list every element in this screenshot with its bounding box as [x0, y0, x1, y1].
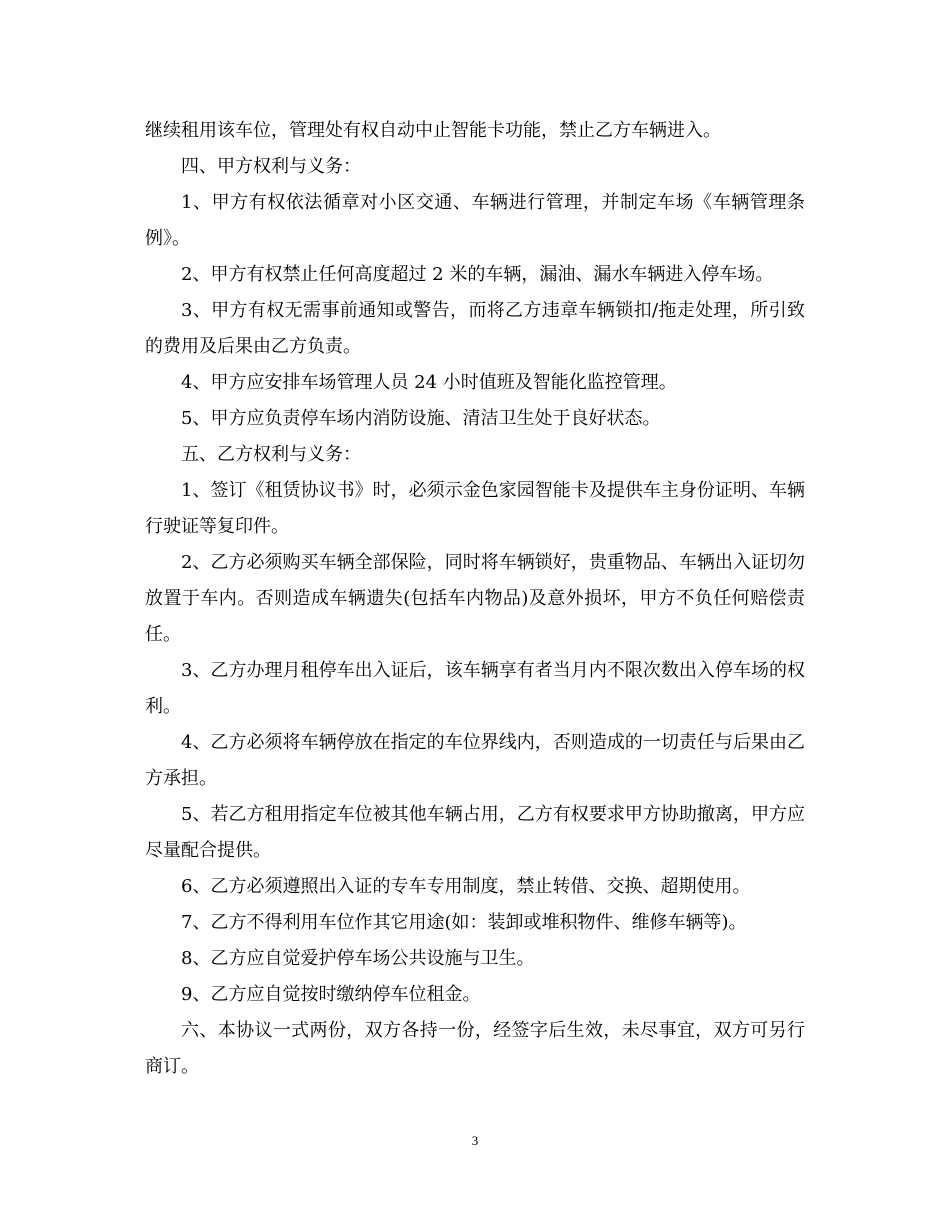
- paragraph-party-b-5: 5、若乙方租用指定车位被其他车辆占用，乙方有权要求甲方协助撤离，甲方应尽量配合提供。: [145, 804, 805, 861]
- section-heading-party-b: 五、乙方权利与义务：: [181, 444, 361, 465]
- paragraph-section-six: 六、本协议一式两份，双方各持一份，经签字后生效，未尽事宜，双方可另行商订。: [145, 1020, 805, 1077]
- paragraph-party-b-4: 4、乙方必须将车辆停放在指定的车位界线内，否则造成的一切责任与后果由乙方承担。: [145, 732, 805, 789]
- paragraph-party-b-7: 7、乙方不得利用车位作其它用途(如：装卸或堆积物件、维修车辆等)。: [181, 912, 747, 933]
- paragraph-party-a-1: 1、甲方有权依法循章对小区交通、车辆进行管理，并制定车场《车辆管理条例》。: [145, 192, 805, 249]
- paragraph-party-b-9: 9、乙方应自觉按时缴纳停车位租金。: [181, 984, 481, 1005]
- document-body: [145, 113, 805, 1085]
- page-number: 3: [471, 1133, 479, 1148]
- paragraph-party-a-4: 4、甲方应安排车场管理人员 24 小时值班及智能化监控管理。: [181, 372, 677, 393]
- paragraph-party-b-6: 6、乙方必须遵照出入证的专车专用制度，禁止转借、交换、超期使用。: [181, 876, 751, 897]
- section-heading-party-a: 四、甲方权利与义务：: [181, 156, 361, 177]
- paragraph-party-a-5: 5、甲方应负责停车场内消防设施、清洁卫生处于良好状态。: [181, 408, 661, 429]
- paragraph-party-b-3: 3、乙方办理月租停车出入证后，该车辆享有者当月内不限次数出入停车场的权利。: [145, 660, 805, 717]
- paragraph-party-b-2: 2、乙方必须购买车辆全部保险，同时将车辆锁好，贵重物品、车辆出入证切勿放置于车内。否则造成车辆遗失(包括车内物品)及意外损坏，甲方不负任何赔偿责任。: [145, 552, 805, 645]
- paragraph-party-b-8: 8、乙方应自觉爱护停车场公共设施与卫生。: [181, 948, 535, 969]
- paragraph-party-a-2: 2、甲方有权禁止任何高度超过 2 米的车辆，漏油、漏水车辆进入停车场。: [181, 264, 774, 285]
- paragraph-party-b-1: 1、签订《租赁协议书》时，必须示金色家园智能卡及提供车主身份证明、车辆行驶证等复印件。: [145, 480, 805, 537]
- paragraph-party-a-3: 3、甲方有权无需事前通知或警告，而将乙方违章车辆锁扣/拖走处理，所引致的费用及后果由乙方负责。: [145, 300, 805, 357]
- paragraph-continuation: 继续租用该车位，管理处有权自动中止智能卡功能，禁止乙方车辆进入。: [145, 120, 721, 141]
